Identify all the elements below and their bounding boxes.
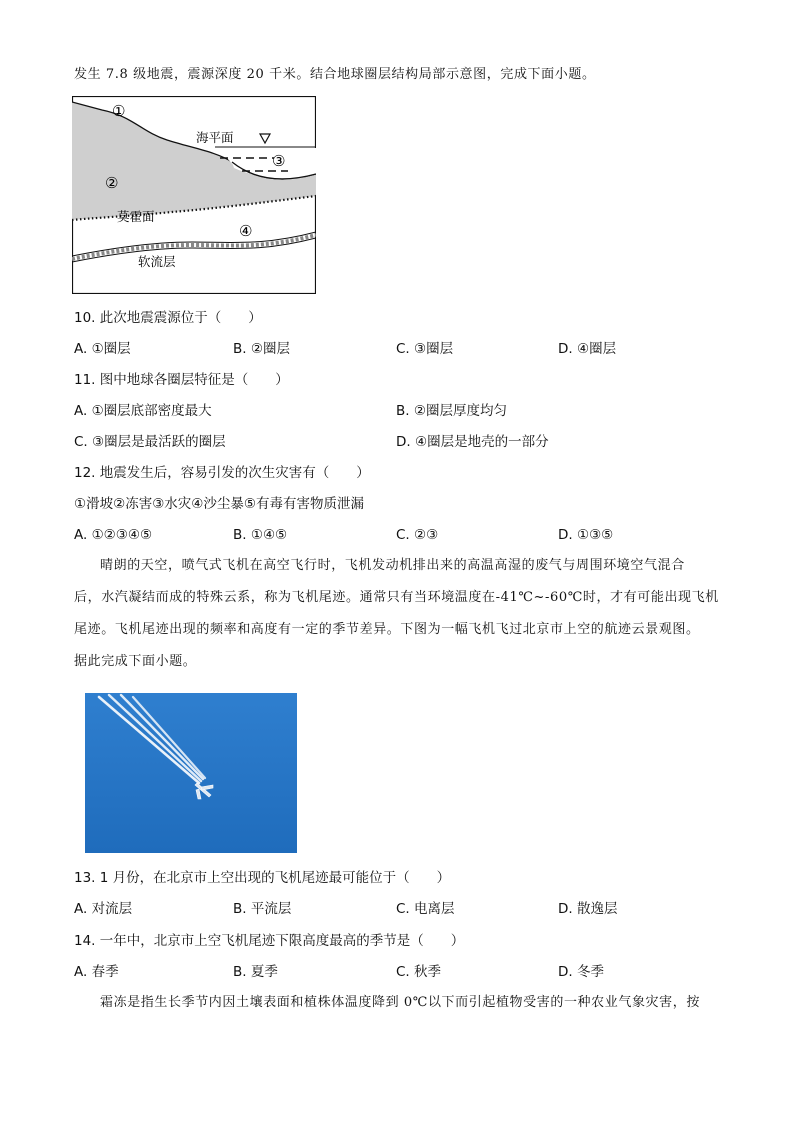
q12-stem: 12. 地震发生后，容易引发的次生灾害有（ ） (74, 465, 370, 481)
q14-option-b[interactable]: B. 夏季 (233, 964, 278, 980)
q11-option-c[interactable]: C. ③圈层是最活跃的圈层 (74, 434, 226, 450)
label-1: ① (112, 102, 126, 120)
intro-text: 发生 7.8 级地震，震源深度 20 千米。结合地球圈层结构局部示意图，完成下面小题。 (74, 67, 596, 82)
asthenosphere-label: 软流层 (138, 254, 176, 269)
q12-option-d[interactable]: D. ①③⑤ (558, 527, 614, 543)
q11-option-a[interactable]: A. ①圈层底部密度最大 (74, 403, 212, 419)
passage-line-3: 尾迹。飞机尾迹出现的频率和高度有一定的季节差异。下图为一幅飞机飞过北京市上空的航迹云景观图。 (74, 622, 700, 637)
q14-option-d[interactable]: D. 冬季 (558, 964, 604, 980)
label-4: ④ (239, 222, 253, 240)
q11-option-d[interactable]: D. ④圈层是地壳的一部分 (396, 434, 549, 450)
label-3: ③ (272, 152, 286, 170)
sea-level-label: 海平面 (196, 130, 234, 145)
q13-option-b[interactable]: B. 平流层 (233, 901, 292, 917)
q10-option-d[interactable]: D. ④圈层 (558, 341, 617, 357)
q10-option-b[interactable]: B. ②圈层 (233, 341, 290, 357)
q14-option-a[interactable]: A. 春季 (74, 964, 119, 980)
q10-option-c[interactable]: C. ③圈层 (396, 341, 454, 357)
moho-label: 莫霍面 (117, 209, 155, 224)
q13-option-a[interactable]: A. 对流层 (74, 901, 133, 917)
passage-line-1: 晴朗的天空，喷气式飞机在高空飞行时，飞机发动机排出来的高温高湿的废气与周围环境空气混合 (100, 558, 685, 573)
q12-option-a[interactable]: A. ①②③④⑤ (74, 527, 153, 543)
q14-option-c[interactable]: C. 秋季 (396, 964, 442, 980)
q10-stem: 10. 此次地震震源位于（ ） (74, 310, 262, 326)
passage-line-4: 据此完成下面小题。 (74, 654, 197, 669)
q12-option-b[interactable]: B. ①④⑤ (233, 527, 288, 543)
q13-stem: 13. 1 月份，在北京市上空出现的飞机尾迹最可能位于（ ） (74, 870, 451, 886)
q12-items: ①滑坡②冻害③水灾④沙尘暴⑤有毒有害物质泄漏 (74, 496, 365, 512)
q14-stem: 14. 一年中，北京市上空飞机尾迹下限高度最高的季节是（ ） (74, 933, 465, 949)
q11-option-b[interactable]: B. ②圈层厚度均匀 (396, 403, 507, 419)
label-2: ② (105, 174, 119, 192)
q12-option-c[interactable]: C. ②③ (396, 527, 439, 543)
earth-layer-diagram (72, 96, 316, 294)
q13-option-d[interactable]: D. 散逸层 (558, 901, 618, 917)
q11-stem: 11. 图中地球各圈层特征是（ ） (74, 372, 289, 388)
q13-option-c[interactable]: C. 电离层 (396, 901, 455, 917)
passage-line-2: 后，水汽凝结而成的特殊云系，称为飞机尾迹。通常只有当环境温度在-41℃~-60℃时，才有可能出现飞机 (74, 590, 719, 605)
frost-passage-line: 霜冻是指生长季节内因土壤表面和植株体温度降到 0℃以下而引起植物受害的一种农业气象灾害，按 (100, 995, 700, 1010)
contrail-photo (85, 693, 297, 853)
q10-option-a[interactable]: A. ①圈层 (74, 341, 131, 357)
